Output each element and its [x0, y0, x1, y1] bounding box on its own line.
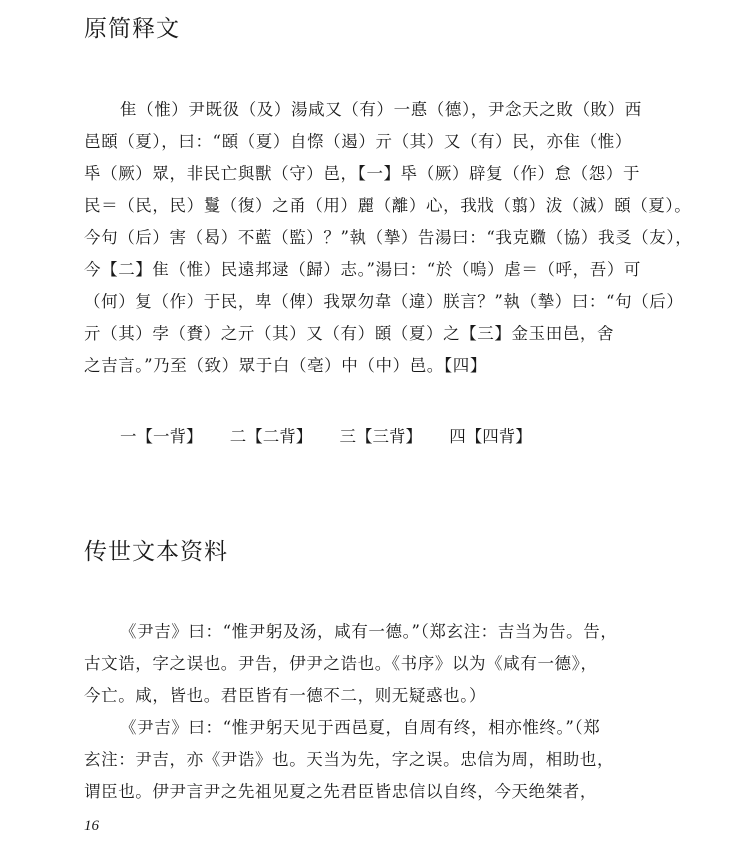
transmitted-text-line: 玄注：尹吉，亦《尹诰》也。天当为先，字之误。忠信为周，相助也，	[84, 750, 615, 769]
original-text-line: 氒（厥）眾，非民亡與獸（守）邑，【一】氒（厥）辟复（作）怠（怨）于	[84, 164, 641, 183]
original-text-line: 隹（惟）尹既彶（及）湯咸又（有）一悳（德），尹念天之敗（敗）西	[120, 100, 642, 119]
section-title-original: 原简释文	[84, 16, 180, 42]
page-number: 16	[84, 818, 99, 834]
transmitted-text-line: 《尹吉》曰：“惟尹躬及汤，咸有一德。”（郑玄注：吉当为告。告，	[120, 622, 618, 641]
original-text-line: 亓（其）孛（賚）之亓（其）又（有）頣（夏）之【三】金玉田邑，舍	[84, 324, 615, 343]
original-text-line: 今【二】隹（惟）民遠邦逯（歸）志。”湯曰：“於（嗚）虐＝（呼，吾）可	[84, 260, 642, 279]
transmitted-text-line: 今亡。咸，皆也。君臣皆有一德不二，则无疑惑也。）	[84, 686, 487, 705]
transmitted-text-line: 《尹吉》曰：“惟尹躬天见于西邑夏，自周有终，相亦惟终。”（郑	[120, 718, 601, 737]
slip-back-note: 三【三背】	[339, 427, 422, 446]
slip-back-note: 一【一背】	[120, 427, 203, 446]
original-text-line: 今句（后）害（曷）不藍（監）？”執（摯）告湯曰：“我克覹（協）我㕛（友），	[84, 228, 693, 247]
section-title-transmitted: 传世文本资料	[84, 539, 228, 565]
slip-back-note: 二【二背】	[229, 427, 313, 446]
transmitted-text-line: 古文诰，字之误也。尹告，伊尹之诰也。《书序》以为《咸有一德》，	[84, 654, 598, 673]
slip-back-notes	[120, 423, 554, 447]
slip-back-note: 四【四背】	[449, 427, 532, 446]
transmitted-text-line: 谓臣也。伊尹言尹之先祖见夏之先君臣皆忠信以自终，今天绝桀者，	[84, 782, 597, 801]
original-text-line: 之吉言。”乃至（致）眾于白（亳）中（中）邑。【四】	[84, 356, 487, 375]
original-text-line: 邑頣（夏），曰：“頣（夏）自憏（遏）亓（其）又（有）民，亦隹（惟）	[84, 132, 632, 151]
original-text-line: 民＝（民，民）鬘（復）之甬（用）麗（離）心，我戕（翦）沷（滅）頣（夏）。	[84, 196, 692, 215]
original-text-line: （何）复（作）于民，卑（俾）我眾勿韋（違）朕言？”執（摯）曰：“句（后）	[84, 292, 684, 311]
